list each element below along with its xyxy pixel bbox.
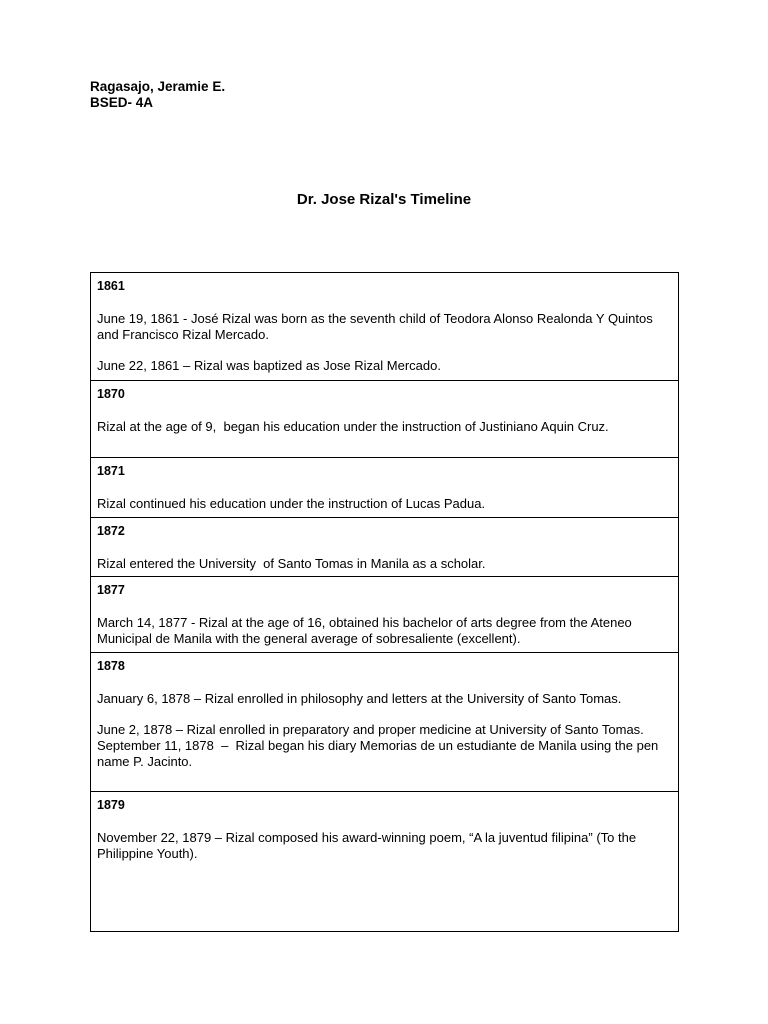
timeline-row-1871 (91, 458, 678, 518)
timeline-year: 1872 (97, 524, 125, 538)
timeline-row-1872 (91, 518, 678, 577)
timeline-row-1870 (91, 381, 678, 458)
timeline-entry: March 14, 1877 - Rizal at the age of 16, obtained his bachelor of arts degree from the Ateneo Municipal de Manila with the general average of sobresaliente (excellent). (97, 615, 636, 646)
timeline-entry: January 6, 1878 – Rizal enrolled in philosophy and letters at the University of Santo Tomas. (97, 691, 622, 706)
timeline-row-1878 (91, 653, 678, 792)
timeline-year: 1877 (97, 583, 125, 597)
timeline-entry: June 2, 1878 – Rizal enrolled in preparatory and proper medicine at University of Santo Tomas. (97, 722, 644, 737)
timeline-entry: June 22, 1861 – Rizal was baptized as Jose Rizal Mercado. (97, 358, 441, 373)
timeline-year: 1878 (97, 659, 125, 673)
timeline-entry: Rizal entered the University of Santo Tomas in Manila as a scholar. (97, 556, 486, 571)
timeline-table (90, 272, 679, 932)
timeline-entry: September 11, 1878 – Rizal began his diary Memorias de un estudiante de Manila using the pen name P. Jacinto. (97, 738, 662, 769)
timeline-entry: June 19, 1861 - José Rizal was born as the seventh child of Teodora Alonsо Realonda Y Quintos and Francisco Rizal Mercado. (97, 311, 657, 342)
timeline-year: 1870 (97, 387, 125, 401)
timeline-row-1861 (91, 273, 678, 381)
timeline-row-1879 (91, 792, 678, 931)
timeline-row-1877 (91, 577, 678, 653)
timeline-year: 1871 (97, 464, 125, 478)
author-section: BSED- 4A (90, 95, 154, 110)
timeline-entry: November 22, 1879 – Rizal composed his award-winning poem, “A la juventud filipina” (To the Philippine Youth). (97, 830, 640, 861)
timeline-year: 1879 (97, 798, 125, 812)
author-name: Ragasajo, Jeramie E. (90, 79, 226, 94)
page-title: Dr. Jose Rizal's Timeline (296, 191, 472, 208)
author-header (90, 79, 225, 111)
timeline-year: 1861 (97, 279, 125, 293)
timeline-entry: Rizal at the age of 9, began his education under the instruction of Justiniano Aquin Cruz. (97, 419, 609, 434)
timeline-entry: Rizal continued his education under the instruction of Lucas Padua. (97, 496, 486, 511)
